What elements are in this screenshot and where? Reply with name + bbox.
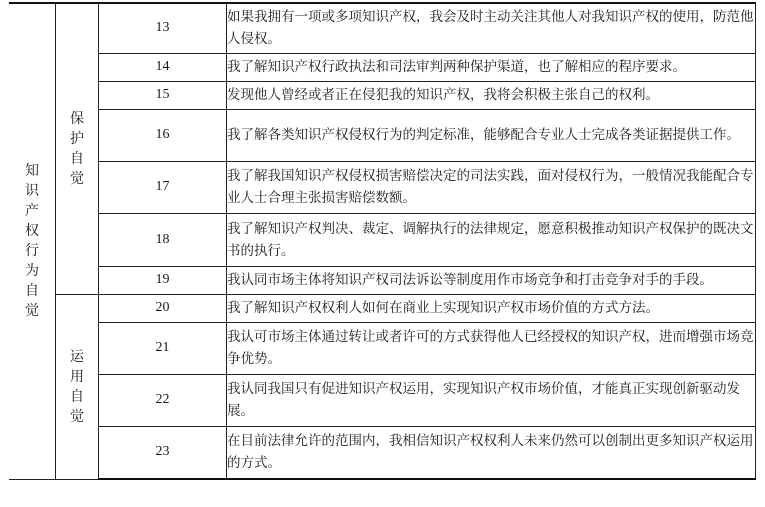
- table-row: [9, 81, 756, 109]
- group-label: 运用自觉: [69, 348, 84, 425]
- item-statement: 如果我拥有一项或多项知识产权，我会及时主动关注其他人对我知识产权的使用，防范他人侵权。: [227, 3, 756, 53]
- item-statement: 发现他人曾经或者正在侵犯我的知识产权，我将会积极主张自己的权利。: [227, 81, 756, 109]
- table-row: [9, 322, 756, 374]
- item-statement: 我认可市场主体通过转让或者许可的方式获得他人已经授权的知识产权，进而增强市场竞争优势。: [227, 322, 756, 374]
- item-statement: 在目前法律允许的范围内，我相信知识产权权利人未来仍然可以创制出更多知识产权运用的方式。: [227, 426, 756, 479]
- item-number: 19: [99, 266, 227, 294]
- item-statement: 我了解知识产权行政执法和司法审判两种保护渠道，也了解相应的程序要求。: [227, 53, 756, 81]
- item-number: 18: [99, 213, 227, 266]
- item-statement: 我了解知识产权判决、裁定、调解执行的法律规定，愿意积极推动知识产权保护的既决文书的执行。: [227, 213, 756, 266]
- item-statement: 我了解各类知识产权侵权行为的判定标准，能够配合专业人士完成各类证据提供工作。: [227, 109, 756, 161]
- item-statement: 我了解知识产权权利人如何在商业上实现知识产权市场价值的方式方法。: [227, 294, 756, 322]
- table-row: [9, 426, 756, 479]
- item-number: 21: [99, 322, 227, 374]
- group-cell-protection: [56, 3, 99, 294]
- group-cell-application: [56, 294, 99, 479]
- item-number: 20: [99, 294, 227, 322]
- table-row: [9, 213, 756, 266]
- item-statement: 我了解我国知识产权侵权损害赔偿决定的司法实践，面对侵权行为，一般情况我能配合专业人士合理主张损害赔偿数额。: [227, 161, 756, 213]
- item-number: 23: [99, 426, 227, 479]
- group-label: 保护自觉: [69, 110, 84, 187]
- item-statement: 我认同我国只有促进知识产权运用，实现知识产权市场价值，才能真正实现创新驱动发展。: [227, 374, 756, 426]
- item-number: 22: [99, 374, 227, 426]
- item-number: 17: [99, 161, 227, 213]
- item-number: 16: [99, 109, 227, 161]
- table-row: [9, 109, 756, 161]
- table-row: [9, 266, 756, 294]
- item-statement: 我认同市场主体将知识产权司法诉讼等制度用作市场竞争和打击竞争对手的手段。: [227, 266, 756, 294]
- table-row: [9, 161, 756, 213]
- item-number: 15: [99, 81, 227, 109]
- table-row: [9, 294, 756, 322]
- survey-table: [9, 2, 756, 480]
- item-number: 14: [99, 53, 227, 81]
- dimension-cell: [9, 3, 56, 479]
- item-number: 13: [99, 3, 227, 53]
- dimension-label: 知识产权行为自觉: [24, 163, 39, 320]
- table-row: [9, 53, 756, 81]
- table-row: [9, 3, 756, 53]
- table-row: [9, 374, 756, 426]
